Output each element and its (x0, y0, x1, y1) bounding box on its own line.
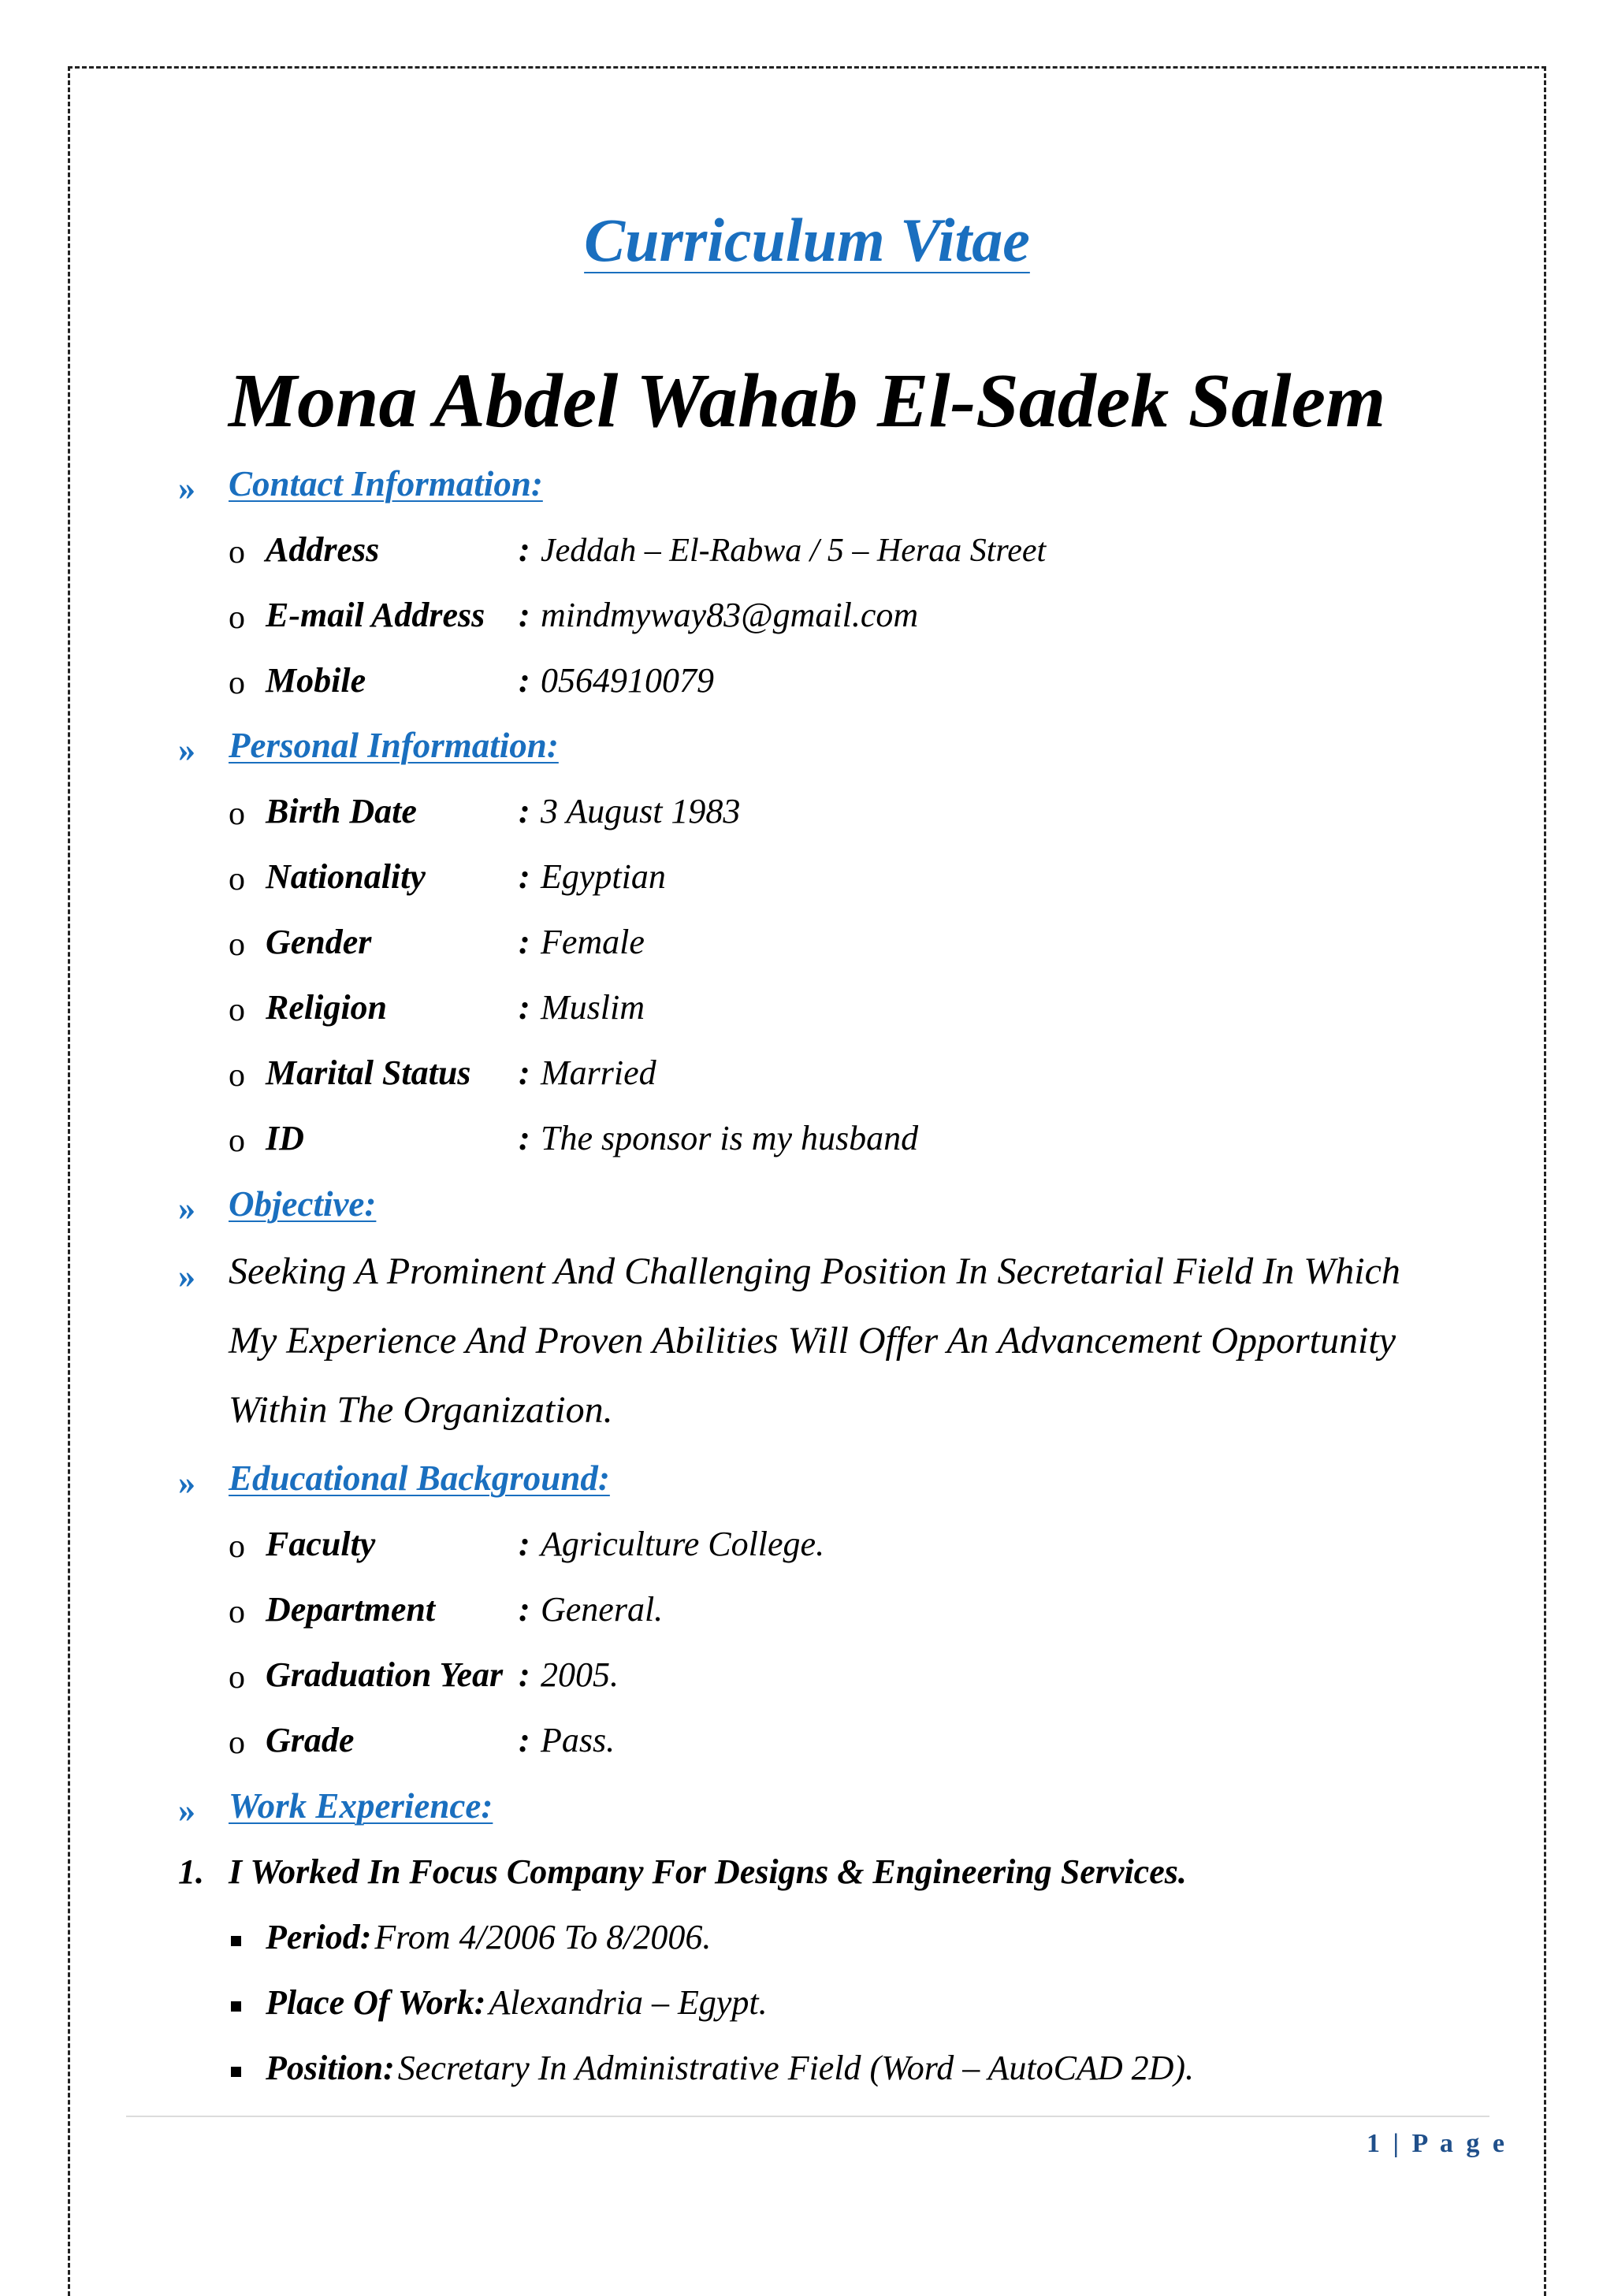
personal-value: Egyptian (541, 857, 666, 896)
section-heading-objective: Objective: (229, 1184, 377, 1224)
personal-label: Marital Status (266, 1053, 471, 1092)
contact-label: Mobile (266, 661, 366, 700)
item-marker: o (229, 1057, 245, 1094)
section-heading-personal: Personal Information: (229, 726, 559, 765)
colon: : (519, 1053, 530, 1092)
section-marker: » (178, 1791, 195, 1830)
section-heading-contact: Contact Information: (229, 464, 543, 503)
item-marker: o (229, 1659, 245, 1696)
work-detail (266, 1983, 768, 2022)
contact-value: 0564910079 (541, 661, 714, 700)
objective-line: My Experience And Proven Abilities Will Offer An Advancement Opportunity (229, 1320, 1396, 1362)
item-marker: o (229, 1725, 245, 1761)
colon: : (519, 530, 530, 569)
colon: : (519, 1590, 530, 1629)
education-label: Grade (266, 1721, 355, 1759)
work-detail-value: Alexandria – Egypt. (489, 1983, 768, 2022)
item-marker: o (229, 665, 245, 701)
square-bullet (231, 2001, 241, 2012)
section-marker: » (178, 1257, 195, 1295)
personal-value: The sponsor is my husband (541, 1119, 919, 1157)
education-label: Department (266, 1590, 436, 1629)
personal-label: Nationality (266, 857, 426, 896)
square-bullet (231, 2067, 241, 2077)
personal-value: Female (541, 923, 645, 961)
contact-label: Address (266, 530, 380, 569)
education-label: Faculty (266, 1525, 376, 1563)
education-value: Agriculture College. (541, 1525, 825, 1563)
colon: : (519, 1655, 530, 1694)
item-marker: o (229, 600, 245, 636)
item-marker: o (229, 1594, 245, 1630)
work-detail (266, 2051, 1194, 2086)
personal-value: Muslim (541, 988, 645, 1027)
education-value: 2005. (541, 1655, 619, 1694)
section-marker: » (178, 1463, 195, 1502)
work-detail-value: Secretary In Administrative Field (Word – AutoCAD 2D). (397, 2049, 1195, 2087)
work-detail-label: Place Of Work: (266, 1983, 486, 2022)
colon: : (519, 1119, 530, 1157)
section-heading-education: Educational Background: (229, 1458, 610, 1498)
objective-line: Within The Organization. (229, 1389, 613, 1431)
square-bullet (231, 1936, 241, 1946)
work-detail-value: From 4/2006 To 8/2006. (374, 1918, 712, 1956)
colon: : (519, 988, 530, 1027)
section-marker: » (178, 1189, 195, 1228)
item-marker: o (229, 927, 245, 963)
personal-value: 3 August 1983 (541, 792, 741, 830)
colon: : (519, 792, 530, 830)
colon: : (519, 1721, 530, 1759)
colon: : (519, 596, 530, 634)
colon: : (519, 661, 530, 700)
education-value: General. (541, 1590, 664, 1629)
item-marker: o (229, 1123, 245, 1159)
personal-label: Birth Date (266, 792, 417, 830)
work-title: I Worked In Focus Company For Designs & Engineering Services. (229, 1852, 1187, 1891)
colon: : (519, 923, 530, 961)
personal-label: Gender (266, 923, 372, 961)
education-label: Graduation Year (266, 1655, 504, 1694)
item-marker: o (229, 1529, 245, 1565)
section-marker: » (178, 730, 195, 769)
item-marker: o (229, 992, 245, 1028)
contact-label: E-mail Address (266, 596, 485, 634)
personal-label: Religion (266, 988, 388, 1027)
section-marker: » (178, 469, 195, 507)
item-marker: o (229, 861, 245, 897)
item-marker: o (229, 534, 245, 570)
work-detail-label: Period: (266, 1918, 372, 1956)
footer-divider (126, 2116, 1489, 2117)
colon: : (519, 1525, 530, 1563)
section-heading-work: Work Experience: (229, 1786, 493, 1826)
contact-value: Jeddah – El-Rabwa / 5 – Heraa Street (541, 533, 1047, 569)
work-detail-label: Position: (266, 2049, 395, 2087)
colon: : (519, 857, 530, 896)
contact-value: mindmyway83@gmail.com (541, 596, 919, 634)
personal-value: Married (541, 1053, 656, 1092)
education-value: Pass. (541, 1721, 615, 1759)
item-marker: o (229, 796, 245, 832)
work-number: 1. (178, 1852, 204, 1891)
objective-line: Seeking A Prominent And Challenging Position In Secretarial Field In Which (229, 1250, 1400, 1292)
person-name: Mona Abdel Wahab El-Sadek Salem (228, 359, 1386, 444)
personal-label: ID (266, 1119, 304, 1157)
work-detail (266, 1920, 711, 1955)
page-number: 1 | P a g e (1367, 2129, 1508, 2158)
document-title: Curriculum Vitae (584, 206, 1030, 274)
